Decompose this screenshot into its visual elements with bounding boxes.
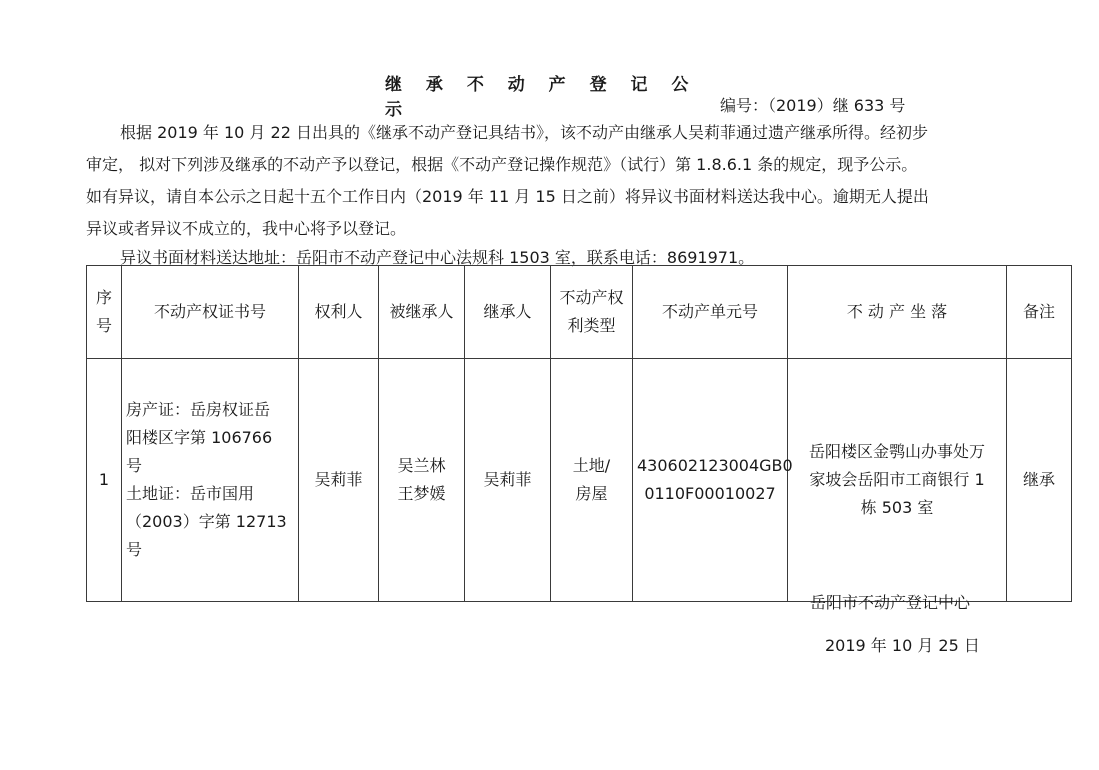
unit-no-line: 430602123004GB0	[637, 456, 793, 475]
location-line: 家坡会岳阳市工商银行 1	[809, 470, 985, 489]
body-line-3: 如有异议，请自本公示之日起十五个工作日内（2019 年 11 月 15 日之前）将异议书面材料送达我中心。逾期无人提出	[86, 187, 929, 206]
header-right-type: 不动产权利类型	[551, 266, 633, 359]
cert-line: 号	[126, 456, 143, 475]
cell-unit-no	[633, 359, 793, 602]
cell-cert-no	[122, 359, 299, 602]
cell-heir: 吴莉菲	[465, 359, 551, 602]
right-type-line: 土地/	[572, 456, 611, 475]
right-type-line: 房屋	[575, 484, 608, 503]
cell-right-type	[551, 359, 633, 602]
cert-line: 阳楼区字第 106766	[126, 428, 273, 447]
objection-address: 异议书面材料送达地址：岳阳市不动产登记中心法规科 1503 室，联系电话：8691971。	[120, 248, 755, 267]
cell-seq: 1	[87, 359, 122, 602]
notice-body	[86, 117, 1086, 245]
issue-date: 2019 年 10 月 25 日	[825, 636, 980, 655]
header-decedent: 被继承人	[379, 266, 465, 359]
cert-line: 房产证：岳房权证岳	[126, 400, 271, 419]
property-table	[86, 265, 1072, 602]
unit-no-line: 0110F00010027	[644, 484, 776, 503]
location-line: 栋 503 室	[860, 498, 934, 517]
table-row	[87, 359, 1072, 602]
cert-line: 号	[126, 540, 143, 559]
header-seq: 序号	[87, 266, 122, 359]
body-line-2: 审定， 拟对下列涉及继承的不动产予以登记，根据《不动产登记操作规范》（试行）第 1.8.6.1 条的规定，现予公示。	[86, 155, 918, 174]
body-line-4: 异议或者异议不成立的，我中心将予以登记。	[86, 219, 407, 238]
issuing-organization: 岳阳市不动产登记中心	[810, 593, 971, 612]
header-location: 不 动 产 坐 落	[788, 266, 1007, 359]
cell-right-holder: 吴莉菲	[299, 359, 379, 602]
cell-remark: 继承	[1007, 359, 1072, 602]
decedent-name: 王梦媛	[397, 484, 446, 503]
header-cert-no: 不动产权证书号	[122, 266, 299, 359]
header-remark: 备注	[1007, 266, 1072, 359]
header-heir: 继承人	[465, 266, 551, 359]
decedent-name: 吴兰林	[397, 456, 446, 475]
location-line: 岳阳楼区金鹗山办事处万	[808, 442, 985, 461]
document-title: 继 承 不 动 产 登 记 公 示	[385, 75, 698, 120]
header-right-holder: 权利人	[299, 266, 379, 359]
cell-decedent	[379, 359, 465, 602]
document-number: 编号：（2019）继 633 号	[720, 96, 906, 115]
header-unit-no: 不动产单元号	[633, 266, 788, 359]
body-line-1: 根据 2019 年 10 月 22 日出具的《继承不动产登记具结书》，该不动产由继承人吴莉菲通过遗产继承所得。经初步	[120, 123, 928, 142]
table-header-row	[87, 266, 1072, 359]
cert-line: 土地证：岳市国用	[126, 484, 255, 503]
cell-location	[788, 359, 1007, 602]
cert-line: （2003）字第 12713	[126, 512, 287, 531]
